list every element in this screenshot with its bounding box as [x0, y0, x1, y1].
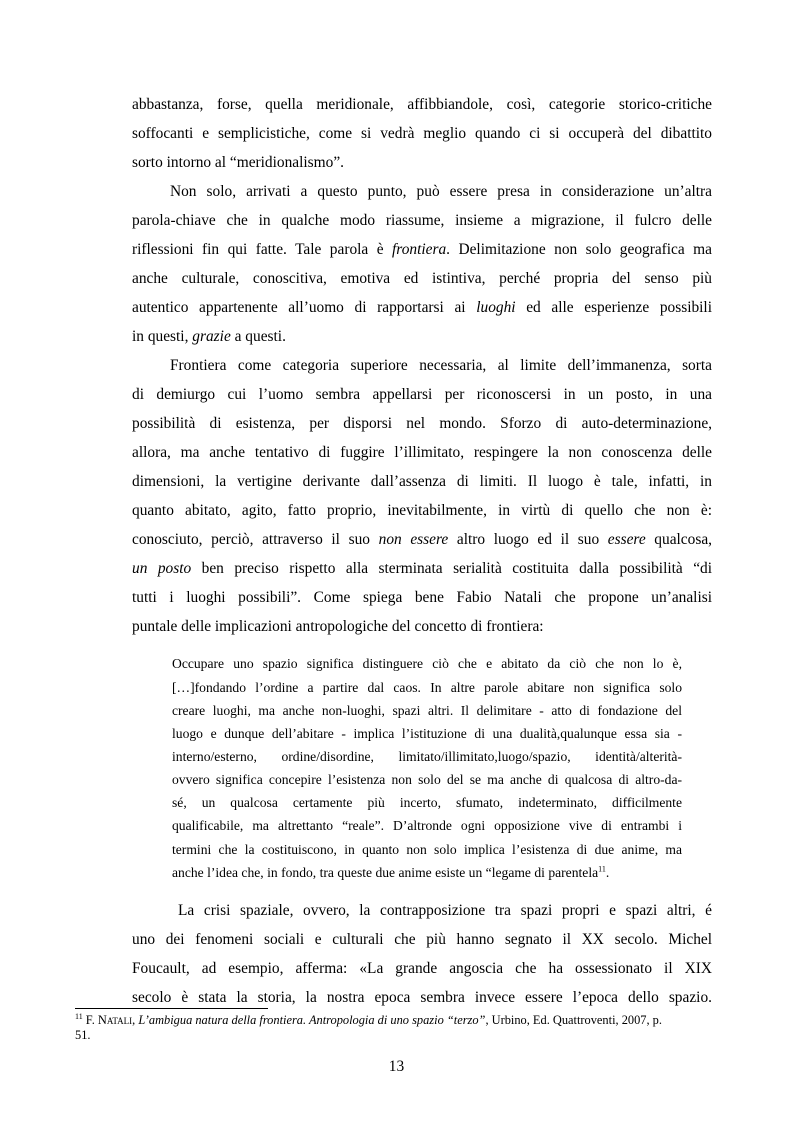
page-number: 13: [388, 1058, 405, 1075]
footnote-author: Natali: [97, 1013, 133, 1027]
body-line: dimensioni, la vertigine derivante dall’assenza di limiti. Il luogo è tale, infatti, in: [132, 473, 712, 490]
body-line: un posto ben preciso rispetto alla sterminata serialità costituita dalla possibilità “di: [132, 560, 712, 577]
body-line: anche culturale, conoscitiva, emotiva ed istintiva, perché propria del senso più: [132, 270, 712, 287]
footnote-title: L’ambigua natura della frontiera. Antropologia di uno spazio “terzo”: [138, 1013, 486, 1027]
body-line: abbastanza, forse, quella meridionale, affibbiandole, così, categorie storico-critiche: [132, 96, 712, 113]
italic-term: non essere: [378, 531, 449, 548]
body-line: secolo è stata la storia, la nostra epoca sembra invece essere l’epoca dello spazio.: [132, 989, 712, 1006]
body-line: uno dei fenomeni sociali e culturali che più hanno segnato il XX secolo. Michel: [132, 931, 712, 948]
body-line: possibilità di esistenza, per disporsi nel mondo. Sforzo di auto-determinazione,: [132, 415, 712, 432]
italic-term: essere: [607, 531, 646, 548]
quote-line: termini che la costituiscono, in quanto non solo implica l’esistenza di due anime, ma: [172, 842, 682, 857]
body-line: sorto intorno al “meridionalismo”.: [132, 154, 345, 171]
footnote: $^{11}$ F. Natali, L’ambigua natura della frontiera. Antropologia di uno spazio “terzo”, Urbino, Ed. Quattroventi, 2007, p.: [75, 1011, 662, 1027]
quote-line: ovvero significa concepire l’esistenza non solo del se ma anche di qualcosa di altro-da-: [172, 772, 682, 787]
body-line: soffocanti e semplicistiche, come si vedrà meglio quando ci si occuperà del dibattito: [132, 125, 712, 142]
body-line: in questi, grazie a questi.: [132, 328, 286, 345]
quote-line: qualificabile, ma altrettanto “reale”. D’altronde ogni opposizione vive di entrambi i: [172, 818, 682, 833]
italic-term: un posto: [132, 560, 192, 577]
quote-line: sé, un qualcosa certamente più incerto, sfumato, indeterminato, difficilmente: [172, 795, 682, 810]
footnote-marker: 11: [75, 1011, 83, 1021]
quote-line: Occupare uno spazio significa distinguere ciò che e abitato da ciò che non lo è,: [172, 656, 682, 671]
body-line: tutti i luoghi possibili”. Come spiega bene Fabio Natali che propone un’analisi: [132, 589, 712, 606]
body-line: parola-chiave che in qualche modo riassume, insieme a migrazione, il fulcro delle: [132, 212, 712, 229]
footnote-continuation: 51.: [75, 1028, 91, 1042]
italic-term: frontiera: [392, 241, 447, 258]
body-line: Foucault, ad esempio, afferma: «La grande angoscia che ha ossessionato il XIX: [132, 960, 712, 977]
footnote-ref[interactable]: 11: [598, 864, 606, 874]
body-line: di demiurgo cui l’uomo sembra appellarsi per riconoscersi in un posto, in una: [132, 386, 712, 403]
body-line: Frontiera come categoria superiore necessaria, al limite dell’immanenza, sorta: [170, 357, 712, 374]
body-line: autentico appartenente all’uomo di rapportarsi ai luoghi ed alle esperienze possibili: [132, 299, 712, 316]
body-line: quanto abitato, agito, fatto proprio, inevitabilmente, in virtù di quello che non è:: [132, 502, 712, 519]
body-line: puntale delle implicazioni antropologiche del concetto di frontiera:: [132, 618, 544, 635]
body-line: Non solo, arrivati a questo punto, può essere presa in considerazione un’altra: [170, 183, 712, 200]
quote-line: creare luoghi, ma anche non-luoghi, spazi altri. Il delimitare - atto di fondazione del: [172, 703, 682, 718]
body-line: conosciuto, perciò, attraverso il suo non essere altro luogo ed il suo essere qualcosa,: [132, 531, 712, 548]
body-line: riflessioni fin qui fatte. Tale parola è frontiera. Delimitazione non solo geografica ma: [132, 241, 712, 258]
footnote-divider: [75, 1008, 268, 1009]
quote-line: luogo e dunque dell’abitare - implica l’istituzione di una dualità,qualunque essa sia -: [172, 726, 682, 741]
italic-term: luoghi: [476, 299, 516, 316]
body-line: allora, ma anche tentativo di fuggire l’illimitato, respingere la non conoscenza delle: [132, 444, 712, 461]
quote-line: interno/esterno, ordine/disordine, limitato/illimitato,luogo/spazio, identità/alterità-: [172, 749, 682, 764]
body-line: La crisi spaziale, ovvero, la contrapposizione tra spazi propri e spazi altri, é: [178, 902, 712, 919]
quote-line: […]fondando l’ordine a partire dal caos. In altre parole abitare non significa solo: [172, 680, 682, 695]
italic-term: grazie: [192, 328, 231, 345]
quote-line: anche l’idea che, in fondo, tra queste due anime esiste un “legame di parentela$^{11}$.: [172, 864, 610, 880]
